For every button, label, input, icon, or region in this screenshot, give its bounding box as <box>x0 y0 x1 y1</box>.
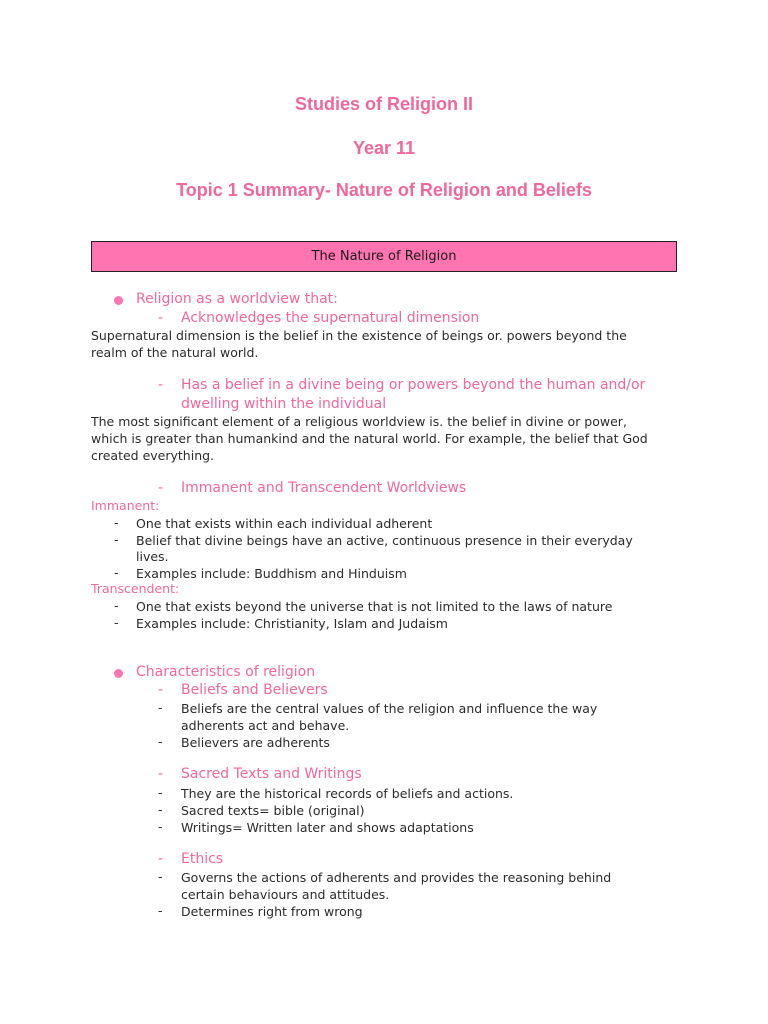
bullet-heading-characteristics: Characteristics of religion <box>136 664 316 680</box>
document-year: Year 11 <box>352 138 416 158</box>
dash-marker: - <box>114 615 119 630</box>
transcendent-item: One that exists beyond the universe that is not limited to the laws of nature <box>136 599 613 614</box>
bullet-dot-icon <box>114 296 123 305</box>
subheading-texts: Sacred Texts and Writings <box>181 766 362 782</box>
dash-marker: - <box>158 869 163 884</box>
transcendent-item: Examples include: Christianity, Islam and Judaism <box>136 616 448 631</box>
dash-marker: - <box>158 377 164 393</box>
subheading-ethics: Ethics <box>181 851 224 867</box>
immanent-item-cont: lives. <box>136 549 169 564</box>
section-banner-label: The Nature of Religion <box>311 249 457 264</box>
dash-marker: - <box>158 682 164 698</box>
subheading-worldviews: Immanent and Transcendent Worldviews <box>181 480 467 496</box>
immanent-item: Examples include: Buddhism and Hinduism <box>136 566 407 581</box>
body-supernatural-1: Supernatural dimension is the belief in the existence of beings or. powers beyond the <box>91 328 627 343</box>
immanent-item: One that exists within each individual adherent <box>136 516 433 531</box>
body-divine-2: which is greater than humankind and the natural world. For example, the belief that God <box>91 431 648 446</box>
dash-marker: - <box>114 532 119 547</box>
ethics-item-cont: certain behaviours and attitudes. <box>181 887 390 902</box>
dash-marker: - <box>158 310 164 326</box>
texts-item: They are the historical records of beliefs and actions. <box>181 786 514 801</box>
dash-marker: - <box>114 565 119 580</box>
beliefs-item-cont: adherents act and behave. <box>181 718 350 733</box>
dash-marker: - <box>158 819 163 834</box>
subheading-beliefs: Beliefs and Believers <box>181 682 328 698</box>
body-divine-1: The most significant element of a religious worldview is. the belief in divine or power, <box>91 414 627 429</box>
document-topic: Topic 1 Summary- Nature of Religion and Beliefs <box>176 180 592 200</box>
section-banner <box>91 241 677 272</box>
texts-item: Writings= Written later and shows adaptations <box>181 820 474 835</box>
subheading-divine-2: dwelling within the individual <box>181 396 387 412</box>
subheading-divine-1: Has a belief in a divine being or powers beyond the human and/or <box>181 377 646 393</box>
beliefs-item: Believers are adherents <box>181 735 330 750</box>
dash-marker: - <box>158 903 163 918</box>
dash-marker: - <box>158 480 164 496</box>
bullet-dot-icon <box>114 669 123 678</box>
body-divine-3: created everything. <box>91 448 215 463</box>
dash-marker: - <box>158 851 164 867</box>
label-immanent: Immanent: <box>91 498 160 513</box>
subheading-supernatural: Acknowledges the supernatural dimension <box>181 310 480 326</box>
immanent-item: Belief that divine beings have an active, continuous presence in their everyday <box>136 533 633 548</box>
dash-marker: - <box>158 734 163 749</box>
texts-item: Sacred texts= bible (original) <box>181 803 365 818</box>
label-transcendent: Transcendent: <box>91 581 180 596</box>
dash-marker: - <box>158 802 163 817</box>
dash-marker: - <box>158 785 163 800</box>
body-supernatural-2: realm of the natural world. <box>91 345 259 360</box>
bullet-heading-worldview: Religion as a worldview that: <box>136 291 338 307</box>
dash-marker: - <box>158 700 163 715</box>
beliefs-item: Beliefs are the central values of the religion and influence the way <box>181 701 598 716</box>
ethics-item: Determines right from wrong <box>181 904 363 919</box>
dash-marker: - <box>114 598 119 613</box>
dash-marker: - <box>158 766 164 782</box>
dash-marker: - <box>114 515 119 530</box>
ethics-item: Governs the actions of adherents and provides the reasoning behind <box>181 870 612 885</box>
document-title: Studies of Religion II <box>294 94 473 114</box>
